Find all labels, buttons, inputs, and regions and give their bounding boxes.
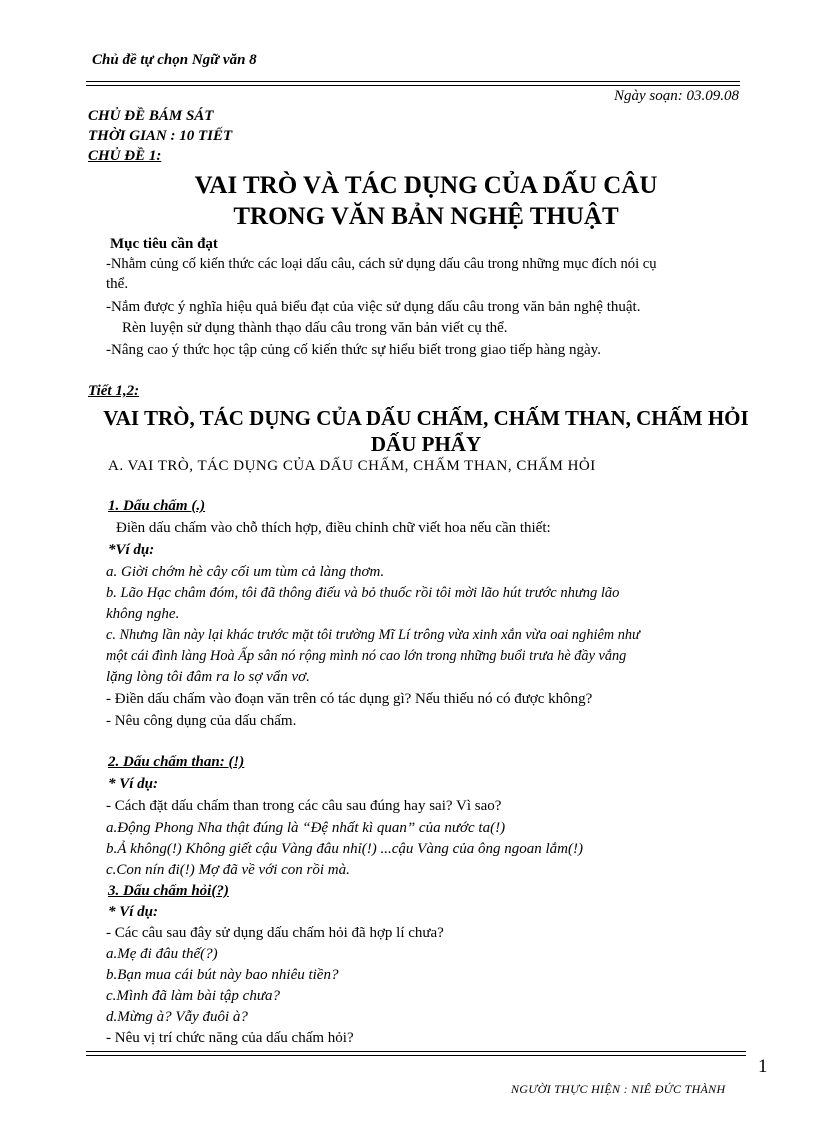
section-1-example-b-2: không nghe. xyxy=(106,606,180,622)
section-3-example-c: c.Mình đã làm bài tập chưa? xyxy=(106,988,280,1004)
footer-rule-top xyxy=(86,1051,746,1052)
footer-author: NGƯỜI THỰC HIỆN : NIÊ ĐỨC THÀNH xyxy=(511,1082,726,1096)
section-1-example-label: *Ví dụ: xyxy=(108,542,155,558)
objective-1-cont: thể. xyxy=(106,276,129,292)
topic-type: CHỦ ĐỀ BÁM SÁT xyxy=(88,108,214,124)
section-2-example-b: b.Ả không(!) Không giết cậu Vàng đâu nhỉ(!) ...cậu Vàng của ông ngoan lắm(!) xyxy=(106,841,583,857)
document-header-title: Chủ đề tự chọn Ngữ văn 8 xyxy=(92,52,257,68)
section-3-question-1: - Các câu sau đây sử dụng dấu chấm hỏi đã hợp lí chưa? xyxy=(106,925,444,941)
footer-rule-bottom xyxy=(86,1055,746,1056)
lesson-title-line-2: DẤU PHẨY xyxy=(370,432,482,456)
section-3-example-d: d.Mừng à? Vẫy đuôi à? xyxy=(106,1009,248,1025)
section-3-heading: 3. Dấu chấm hỏi(?) xyxy=(108,883,229,899)
lesson-title-line-1: VAI TRÒ, TÁC DỤNG CỦA DẤU CHẤM, CHẤM THAN, CHẤM HỎI xyxy=(103,406,749,430)
section-a-heading: A. VAI TRÒ, TÁC DỤNG CỦA DẤU CHẤM, CHẤM THAN, CHẤM HỎI xyxy=(108,458,596,474)
objective-4: -Nâng cao ý thức học tập củng cố kiến thức sự hiểu biết trong giao tiếp hàng ngày. xyxy=(106,342,601,358)
section-1-instruction: Điền dấu chấm vào chỗ thích hợp, điều chỉnh chữ viết hoa nếu cần thiết: xyxy=(116,520,551,536)
objective-1: -Nhằm củng cố kiến thức các loại dấu câu, cách sử dụng dấu câu trong những mục đích nói cụ xyxy=(106,256,657,272)
objective-3: Rèn luyện sử dụng thành thạo dấu câu trong văn bản viết cụ thể. xyxy=(122,320,508,336)
header-rule-bottom xyxy=(86,85,740,86)
section-3-example-b: b.Bạn mua cái bút này bao nhiêu tiền? xyxy=(106,967,339,983)
section-1-example-a: a. Giời chớm hè cây cối um tùm cả làng thơm. xyxy=(106,564,385,580)
section-2-example-label: * Ví dụ: xyxy=(108,776,159,792)
section-1-question-2: - Nêu công dụng của dấu chấm. xyxy=(106,713,297,729)
section-2-question: - Cách đặt dấu chấm than trong các câu sau đúng hay sai? Vì sao? xyxy=(106,798,502,814)
objective-2: -Nắm được ý nghĩa hiệu quả biểu đạt của việc sử dụng dấu câu trong văn bản nghệ thuật. xyxy=(106,299,641,315)
topic-number: CHỦ ĐỀ 1: xyxy=(88,148,162,164)
section-3-example-label: * Ví dụ: xyxy=(108,904,159,920)
main-title-line-2: TRONG VĂN BẢN NGHỆ THUẬT xyxy=(233,203,619,230)
header-rule-top xyxy=(86,81,740,82)
section-2-heading: 2. Dấu chấm than: (!) xyxy=(108,754,245,770)
objectives-heading: Mục tiêu cần đạt xyxy=(110,236,218,252)
lesson-label: Tiết 1,2: xyxy=(88,383,140,399)
page-number: 1 xyxy=(758,1056,768,1077)
section-2-example-c: c.Con nín đi(!) Mợ đã về với con rồi mà. xyxy=(106,862,350,878)
section-1-example-b-1: b. Lão Hạc châm đóm, tôi đã thông điếu và bỏ thuốc rồi tôi mời lão hút trước nhưng lão xyxy=(106,585,620,601)
section-1-heading: 1. Dấu chấm (.) xyxy=(108,498,206,514)
section-1-question-1: - Điền dấu chấm vào đoạn văn trên có tác dụng gì? Nếu thiếu nó có được không? xyxy=(106,691,593,707)
section-2-example-a: a.Động Phong Nha thật đúng là “Đệ nhất kì quan” của nước ta(!) xyxy=(106,820,506,836)
section-1-example-c-2: một cái đình làng Hoà Ấp sân nó rộng mình nó cao lớn trong những buổi trưa hè đầy vắng xyxy=(106,648,627,664)
section-3-question-2: - Nêu vị trí chức năng của dấu chấm hỏi? xyxy=(106,1030,354,1046)
main-title-line-1: VAI TRÒ VÀ TÁC DỤNG CỦA DẤU CÂU xyxy=(194,172,658,199)
section-1-example-c-3: lặng lòng tôi đâm ra lo sợ vẩn vơ. xyxy=(106,669,310,685)
section-1-example-c-1: c. Nhưng lần này lại khác trước mặt tôi trường Mĩ Lí trông vừa xinh xắn vừa oai nghiêm như xyxy=(106,627,640,643)
duration: THỜI GIAN : 10 TIẾT xyxy=(88,128,233,144)
section-3-example-a: a.Mẹ đi đâu thế(?) xyxy=(106,946,218,962)
prepared-date: Ngày soạn: 03.09.08 xyxy=(614,88,739,104)
